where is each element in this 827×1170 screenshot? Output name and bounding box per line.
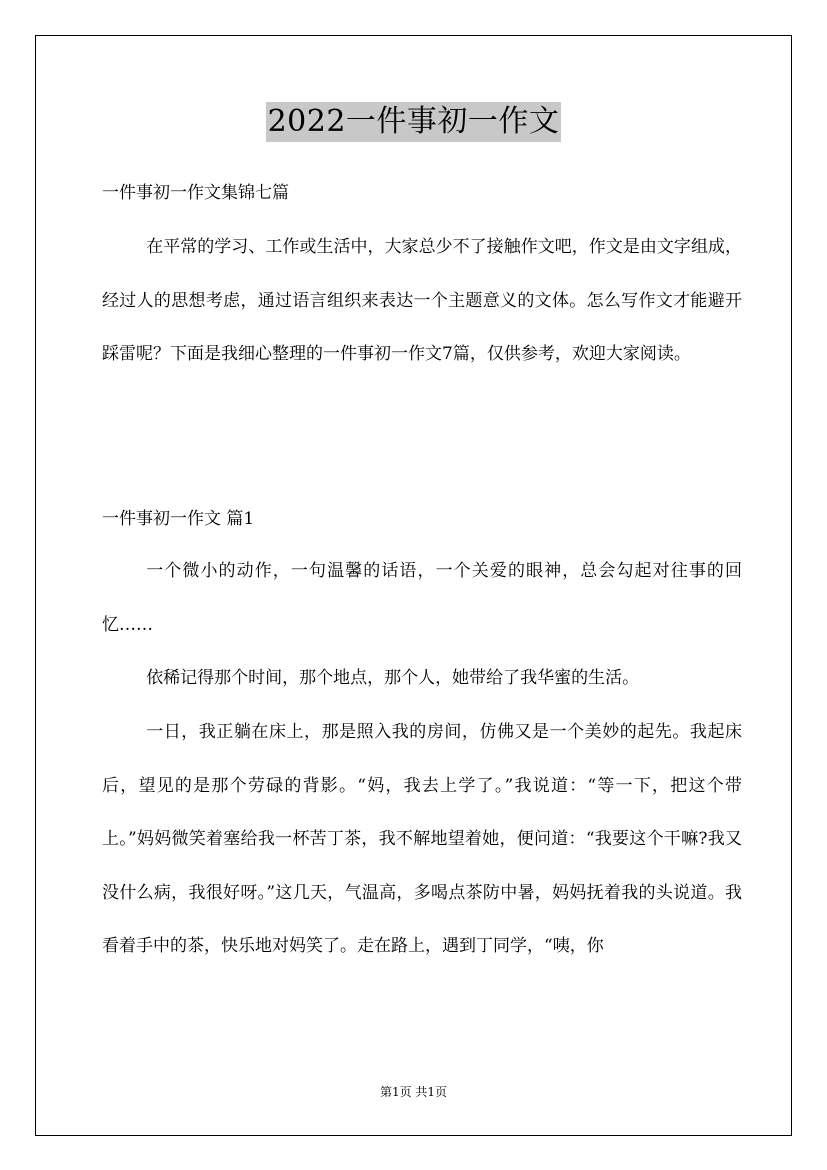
title-container — [0, 102, 827, 142]
intro-paragraph: 在平常的学习、工作或生活中，大家总少不了接触作文吧，作文是由文字组成，经过人的思想考虑，通过语言组织来表达一个主题意义的文体。怎么写作文才能避开踩雷呢？下面是我细心整理的一件事初一作文7篇，仅供参考，欢迎大家阅读。 — [102, 237, 742, 364]
document-title: 2022一件事初一作文 — [266, 102, 562, 142]
body-paragraph-1: 一个微小的动作，一句温馨的话语，一个关爱的眼神，总会勾起对往事的回忆…… — [102, 561, 742, 635]
document-subtitle: 一件事初一作文集锦七篇 — [102, 183, 289, 203]
body-paragraph-2: 依稀记得那个时间，那个地点，那个人，她带给了我华蜜的生活。 — [146, 668, 640, 688]
page-footer: 第1页 共1页 — [379, 1085, 448, 1099]
body-paragraph-3: 一日，我正躺在床上，那是照入我的房间，仿佛又是一个美妙的起先。我起床后，望见的是那个劳碌的背影。“妈，我去上学了。”我说道：“等一下，把这个带上。”妈妈微笑着塞给我一杯苦丁茶，我不解地望着她，便问道：“我要这个干嘛?我又没什么病，我很好呀。”这几天，气温高，多喝点茶防中暑，妈妈抚着我的头说道。我看着手中的茶，快乐地对妈笑了。走在路上，遇到丁同学，“咦，你 — [102, 722, 742, 956]
section-heading: 一件事初一作文 篇1 — [102, 509, 255, 529]
